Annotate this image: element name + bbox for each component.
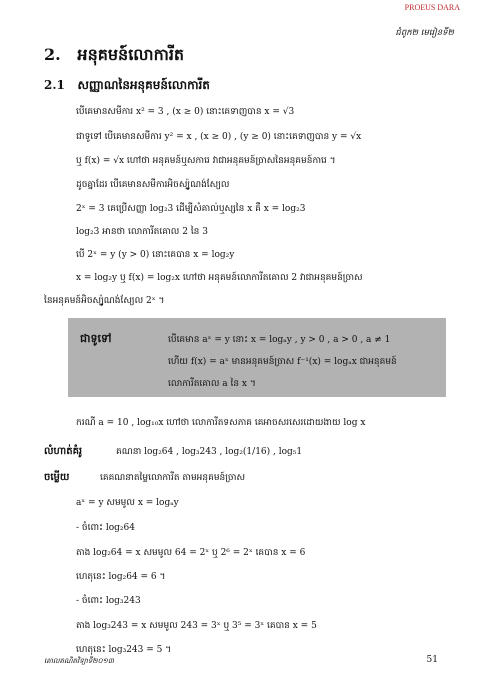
solution-line: - ចំពោះ log₂64 xyxy=(76,523,135,533)
definition-box xyxy=(68,318,446,397)
paragraph-line: ដូចគ្នាដែរ បើគេមានសមីការអិចស្ប៉ូណង់ស្យែល xyxy=(76,180,230,190)
solution-line: តាង log₃243 = x សមមូល 243 = 3ˣ ឬ 3⁵ = 3ˣ គេបាន x = 5 xyxy=(76,621,317,631)
solution-line: តាង log₂64 = x សមមូល 64 = 2ˣ ឬ 2⁶ = 2ˣ គេបាន x = 6 xyxy=(76,548,306,558)
footer-book-title: គោលគណិតវិទ្យាទី២០១៣ xyxy=(44,657,114,665)
solution-line: aˣ = y សមមូល x = logₐy xyxy=(76,498,179,508)
paragraph-line: នៃអនុគមន៍អិចស្ប៉ូណង់ស្យែល 2ˣ ។ xyxy=(44,296,165,306)
section-number: 2. xyxy=(44,45,61,64)
subsection-heading xyxy=(44,77,210,95)
brand-label: PROEUS DARA xyxy=(404,3,460,12)
solution-line: ហេតុនេះ log₂64 = 6 ។ xyxy=(76,572,166,582)
solution-line: - ចំពោះ log₃243 xyxy=(76,596,141,606)
paragraph-line: ជាទូទៅ បើគេមានសមីការ y² = x , (x ≥ 0) , (y ≥ 0) នោះគេទាញបាន y = √x xyxy=(76,132,362,142)
subsection-number: 2.1 xyxy=(44,78,65,92)
paragraph-line: log₂3 អានថា លោការីតគោល 2 នៃ 3 xyxy=(76,227,208,237)
paragraph-line: បើ 2ˣ = y (y > 0) នោះគេបាន x = log₂y xyxy=(76,250,235,260)
solution-label: ចម្លើយ xyxy=(44,472,70,483)
section-title: អនុគមន៍លោការីត xyxy=(77,45,185,64)
definition-label: ជាទូទៅ xyxy=(80,332,112,345)
subsection-title: សញ្ញាណនៃអនុគមន៍លោការីត xyxy=(77,78,210,92)
note-line: ករណី a = 10 , log₁₀x ហៅថា លោការីតទសភាគ គេអាចសរសេរដោយងាយ log x xyxy=(76,418,366,428)
chapter-label: ជំពូក២ មេរៀនទី២ xyxy=(395,28,454,38)
section-heading xyxy=(44,44,184,68)
definition-line: បើគេមាន aˣ = y នោះ x = logₐy , y > 0 , a > 0 , a ≠ 1 xyxy=(168,335,391,345)
definition-line: លោការីតគោល a នៃ x ។ xyxy=(168,379,256,389)
paragraph-line: x = log₂y ឬ f(x) = log₂x ហៅថា អនុគមន៍លោការីតគោល 2 វាជាអនុគមន៍ច្រាស xyxy=(76,273,363,283)
solution-intro: គេគណនាតម្លៃលោការីត តាមអនុគមន៍ច្រាស xyxy=(100,473,246,483)
paragraph-line: បើគេមានសមីការ x² = 3 , (x ≥ 0) នោះគេទាញបាន x = √3 xyxy=(76,107,295,117)
exercise-label: លំហាត់គំរូ xyxy=(44,446,83,457)
paragraph-line: ឬ f(x) = √x ហៅថា អនុគមន៍ឬសការេ វាជាអនុគមន៍ច្រាសនៃអនុគមន៍ការេ ។ xyxy=(76,156,336,166)
page-number: 51 xyxy=(426,655,438,665)
solution-line: ហេតុនេះ log₃243 = 5 ។ xyxy=(76,645,172,655)
paragraph-line: 2ˣ = 3 គេប្រើសញ្ញា log₂3 ដើម្បីសំគាល់ឬស្សនៃ x គឺ x = log₂3 xyxy=(76,204,306,214)
exercise-text: គណនា log₂64 , log₃243 , log₂(1/16) , log₅1 xyxy=(116,447,303,457)
definition-line: ហើយ f(x) = aˣ មានអនុគមន៍ច្រាស f⁻¹(x) = logₐx ជាអនុគមន៍ xyxy=(168,357,397,367)
